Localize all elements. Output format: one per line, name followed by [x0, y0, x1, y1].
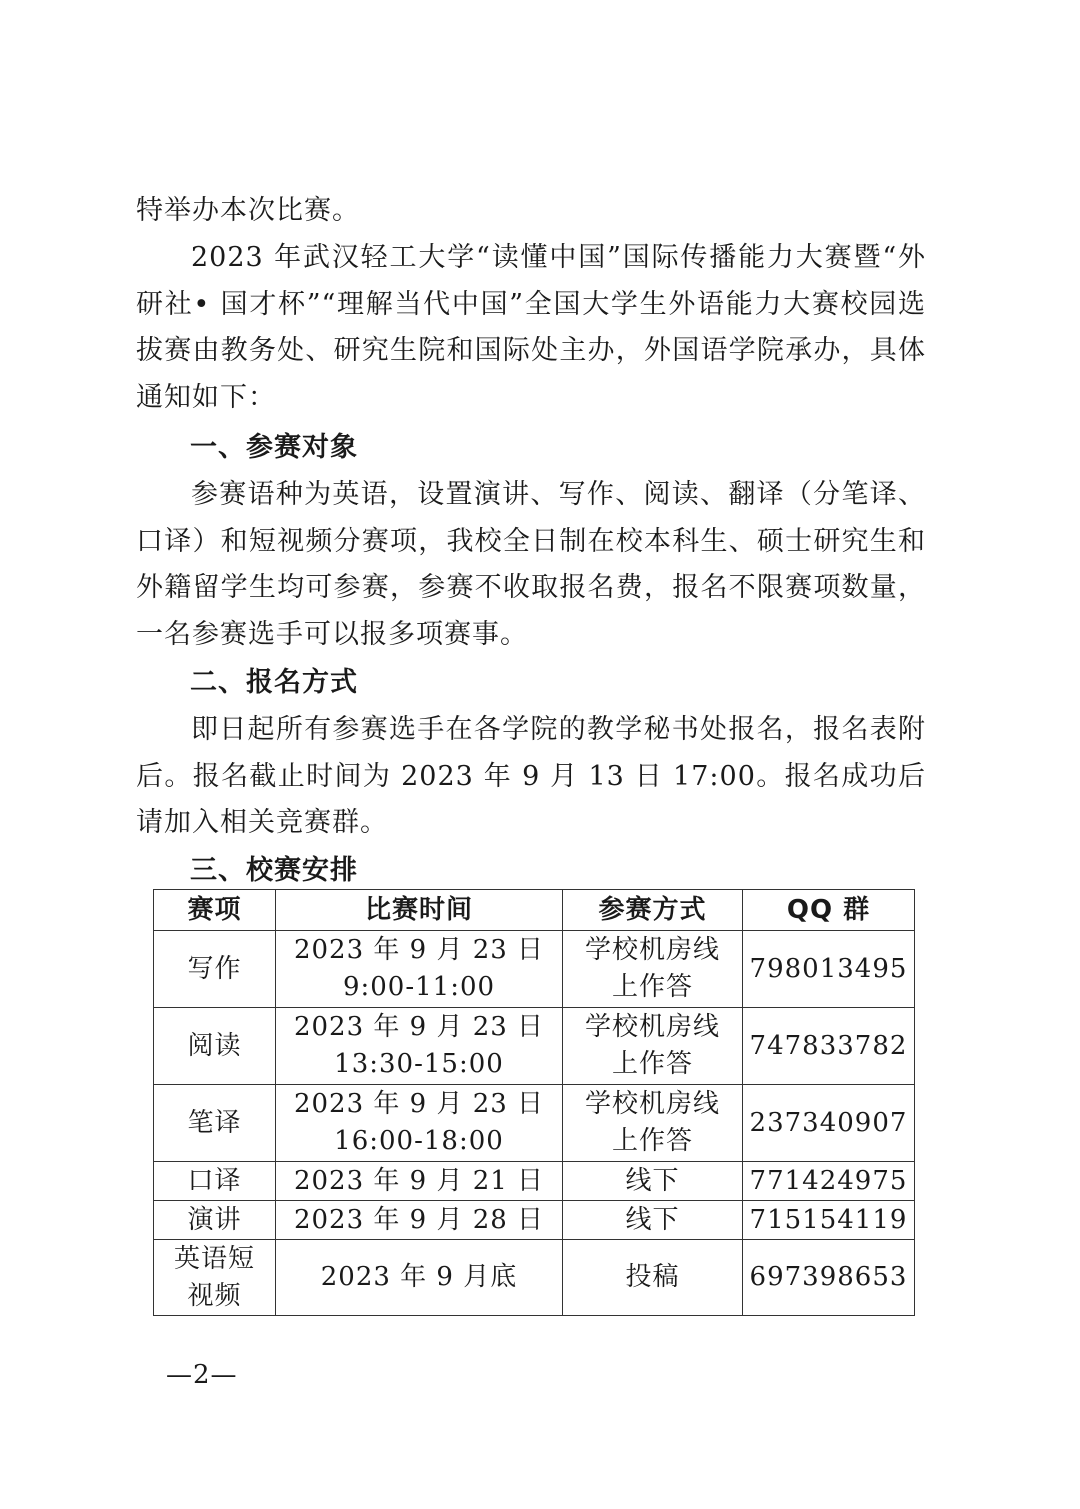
- time-cell: 2023 年 9 月 28 日: [276, 1201, 563, 1240]
- paragraph-participants: 参赛语种为英语，设置演讲、写作、阅读、翻译（分笔译、口译）和短视频分赛项，我校全日制在校本科生、硕士研究生和外籍留学生均可参赛，参赛不收取报名费，报名不限赛项数量，一名参赛选手可以报多项赛事。: [136, 479, 926, 650]
- qq-cell: 697398653: [743, 1240, 915, 1316]
- time-date: 2023 年 9 月 23 日: [293, 935, 545, 965]
- table-row: [154, 1085, 915, 1162]
- qq-cell: 237340907: [743, 1085, 915, 1162]
- mode-line-2: 上作答: [611, 1049, 693, 1079]
- qq-cell: 798013495: [743, 931, 915, 1008]
- mode-cell: 线下: [563, 1201, 743, 1240]
- event-cell: [154, 1240, 276, 1316]
- event-line-1: 英语短: [173, 1243, 255, 1274]
- heading-participants: 一、参赛对象: [190, 432, 358, 463]
- table-row: [154, 1201, 915, 1240]
- time-cell: [276, 931, 563, 1008]
- mode-cell: [563, 931, 743, 1008]
- event-cell: 写作: [154, 931, 276, 1008]
- mode-cell: [563, 1008, 743, 1085]
- time-range: 16:00-18:00: [334, 1126, 504, 1156]
- paragraph-registration: 即日起所有参赛选手在各学院的教学秘书处报名，报名表附后。报名截止时间为 2023 年 9 月 13 日 17:00。报名成功后请加入相关竞赛群。: [136, 714, 926, 838]
- schedule-table: [153, 889, 915, 1316]
- table-row: [154, 1162, 915, 1201]
- event-line-2: 视频: [187, 1280, 242, 1311]
- mode-line-2: 上作答: [611, 1126, 693, 1156]
- table-header-row: [154, 890, 915, 931]
- heading-schedule: 三、校赛安排: [190, 855, 358, 886]
- event-cell: 口译: [154, 1162, 276, 1201]
- column-header-event: 赛项: [154, 890, 276, 931]
- qq-cell: 747833782: [743, 1008, 915, 1085]
- heading-registration: 二、报名方式: [190, 667, 358, 698]
- mode-cell: 线下: [563, 1162, 743, 1201]
- time-range: 9:00-11:00: [342, 972, 496, 1002]
- column-header-qq: QQ 群: [743, 890, 915, 931]
- time-cell: [276, 1085, 563, 1162]
- paragraph-announcement: 2023 年武汉轻工大学“读懂中国”国际传播能力大赛暨“外研社• 国才杯”“理解当代中国”全国大学生外语能力大赛校园选拔赛由教务处、研究生院和国际处主办，外国语学院承办，具体通知如下：: [136, 242, 926, 413]
- mode-line-1: 学校机房线: [584, 1012, 720, 1042]
- time-cell: 2023 年 9 月 21 日: [276, 1162, 563, 1201]
- table-row: [154, 1008, 915, 1085]
- column-header-time: 比赛时间: [276, 890, 563, 931]
- mode-line-1: 学校机房线: [584, 935, 720, 965]
- table-row: [154, 1240, 915, 1316]
- event-cell: 阅读: [154, 1008, 276, 1085]
- paragraph-intro-end: 特举办本次比赛。: [136, 195, 360, 226]
- time-date: 2023 年 9 月 23 日: [293, 1012, 545, 1042]
- column-header-mode: 参赛方式: [563, 890, 743, 931]
- mode-line-2: 上作答: [611, 972, 693, 1002]
- mode-cell: [563, 1085, 743, 1162]
- table-row: [154, 931, 915, 1008]
- time-cell: [276, 1008, 563, 1085]
- qq-cell: 771424975: [743, 1162, 915, 1201]
- time-range: 13:30-15:00: [334, 1049, 504, 1079]
- time-cell: 2023 年 9 月底: [276, 1240, 563, 1316]
- qq-cell: 715154119: [743, 1201, 915, 1240]
- time-date: 2023 年 9 月 23 日: [293, 1089, 545, 1119]
- event-cell: 演讲: [154, 1201, 276, 1240]
- page-number: —2—: [166, 1360, 238, 1390]
- mode-cell: 投稿: [563, 1240, 743, 1316]
- event-cell: 笔译: [154, 1085, 276, 1162]
- mode-line-1: 学校机房线: [584, 1089, 720, 1119]
